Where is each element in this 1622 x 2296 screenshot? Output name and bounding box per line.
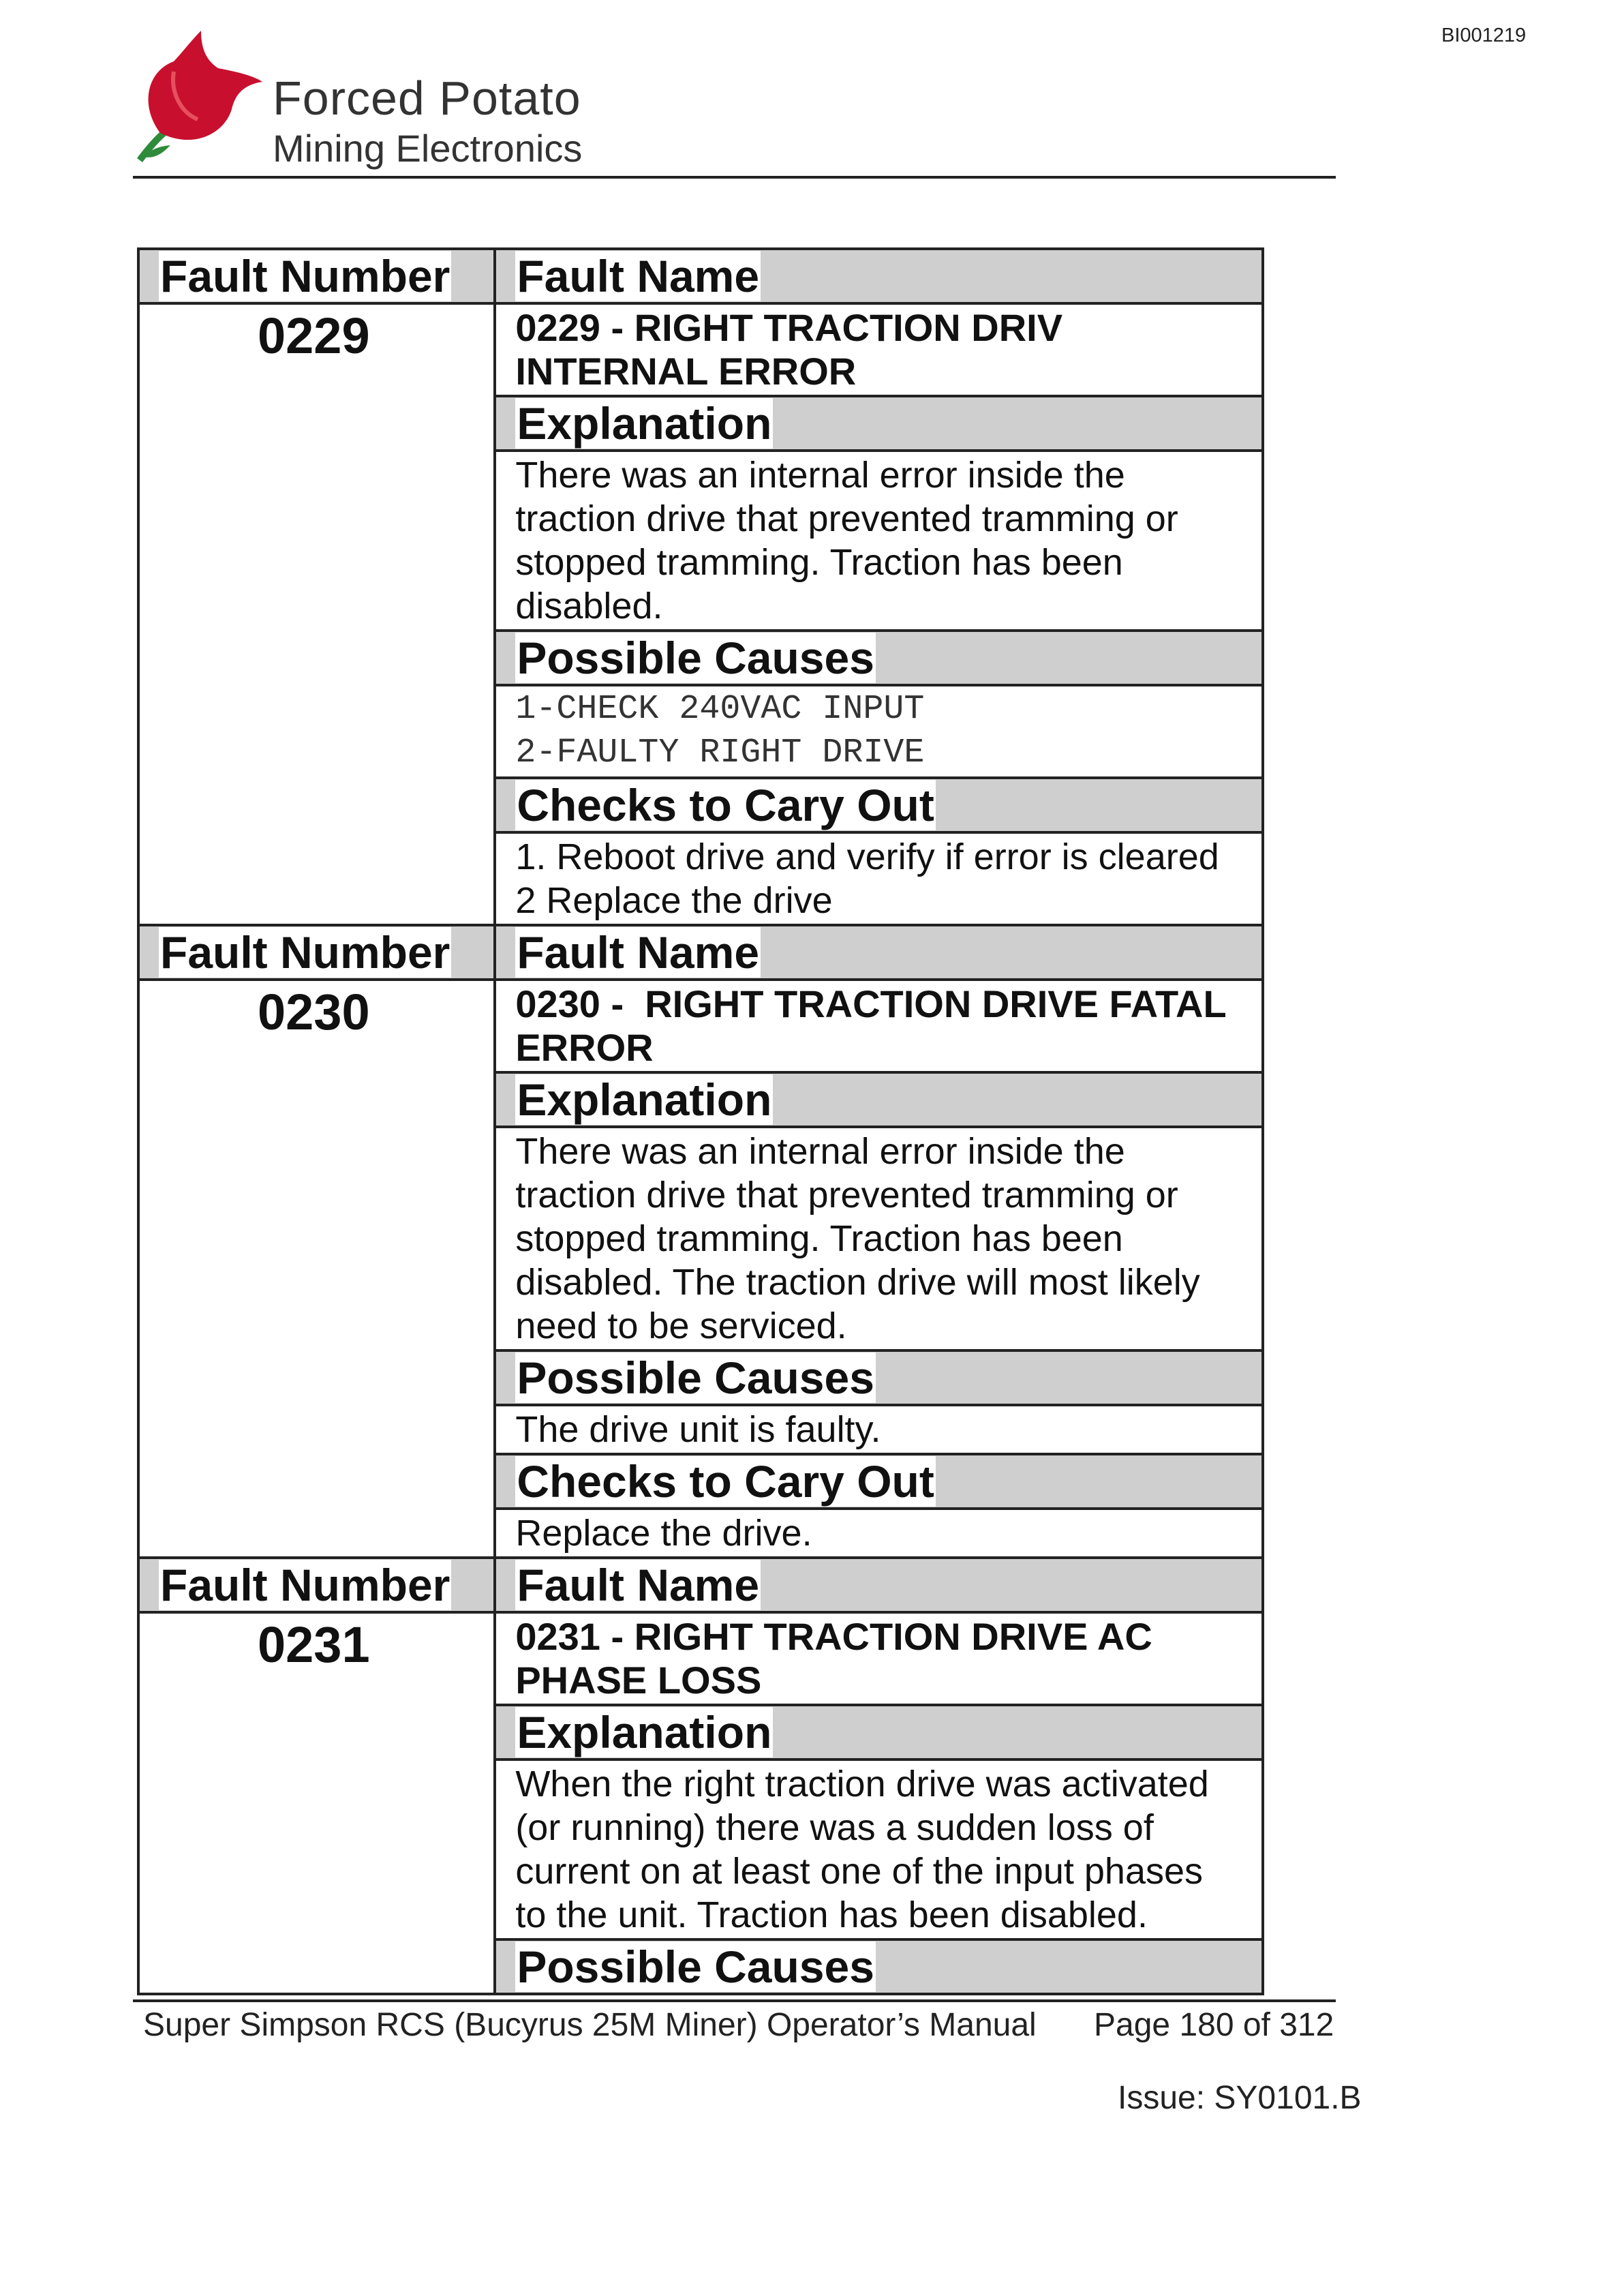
explanation-text: When the right traction drive was activated (or running) there was a sudden loss of current on at least one of the input phases to the unit. Traction has been disabled. bbox=[495, 1759, 1263, 1939]
fault-number-cell bbox=[138, 980, 495, 1558]
fault-number-header: Fault Number bbox=[138, 925, 495, 980]
brand-subtitle: Mining Electronics bbox=[273, 127, 583, 170]
fault-number-cell bbox=[138, 1612, 495, 1994]
fault-name: 0230 - RIGHT TRACTION DRIVE FATAL ERROR bbox=[495, 980, 1263, 1072]
explanation-header: Explanation bbox=[495, 1072, 1263, 1127]
fault-header-row bbox=[138, 1558, 1263, 1612]
footer-divider bbox=[133, 1999, 1336, 2002]
explanation-header: Explanation bbox=[495, 1705, 1263, 1759]
checks-text: 1. Reboot drive and verify if error is cleared 2 Replace the drive bbox=[495, 832, 1263, 925]
fault-name-header: Fault Name bbox=[495, 1558, 1263, 1612]
fault-name: 0229 - RIGHT TRACTION DRIV INTERNAL ERROR bbox=[495, 303, 1263, 396]
fault-number: 0231 bbox=[258, 1616, 370, 1673]
footer-issue: Issue: SY0101.B bbox=[1118, 2080, 1362, 2116]
explanation-text: There was an internal error inside the traction drive that prevented tramming or stopped tramming. Traction has been disabled. The traction drive will most likely need to be serviced. bbox=[495, 1127, 1263, 1350]
footer-page-number: Page 180 of 312 bbox=[1094, 2007, 1334, 2043]
document-id: BI001219 bbox=[1441, 25, 1527, 46]
fault-name-header: Fault Name bbox=[495, 249, 1263, 303]
fault-number: 0229 bbox=[258, 307, 370, 364]
checks-header: Checks to Cary Out bbox=[495, 778, 1263, 832]
possible-causes-header: Possible Causes bbox=[495, 1350, 1263, 1405]
explanation-text: There was an internal error inside the traction drive that prevented tramming or stopped tramming. Traction has been disabled. bbox=[495, 451, 1263, 631]
possible-causes-text: 1-CHECK 240VAC INPUT 2-FAULTY RIGHT DRIVE bbox=[495, 685, 1263, 778]
checks-text: Replace the drive. bbox=[495, 1509, 1263, 1558]
possible-causes-header: Possible Causes bbox=[495, 1939, 1263, 1994]
fault-header-row bbox=[138, 925, 1263, 980]
fault-number-header: Fault Number bbox=[138, 1558, 495, 1612]
fault-number-header: Fault Number bbox=[138, 249, 495, 303]
tulip-logo-icon bbox=[133, 31, 266, 167]
brand-name: Forced Potato bbox=[273, 72, 581, 125]
checks-header: Checks to Cary Out bbox=[495, 1454, 1263, 1509]
explanation-header: Explanation bbox=[495, 396, 1263, 451]
fault-table bbox=[137, 247, 1264, 1995]
fault-name: 0231 - RIGHT TRACTION DRIVE AC PHASE LOSS bbox=[495, 1612, 1263, 1705]
header-divider bbox=[133, 176, 1336, 179]
fault-number-cell bbox=[138, 303, 495, 925]
fault-header-row bbox=[138, 249, 1263, 303]
footer-manual-title: Super Simpson RCS (Bucyrus 25M Miner) Operator’s Manual bbox=[143, 2007, 1037, 2043]
fault-name-header: Fault Name bbox=[495, 925, 1263, 980]
fault-number: 0230 bbox=[258, 984, 370, 1040]
possible-causes-text: The drive unit is faulty. bbox=[495, 1405, 1263, 1454]
possible-causes-header: Possible Causes bbox=[495, 631, 1263, 685]
